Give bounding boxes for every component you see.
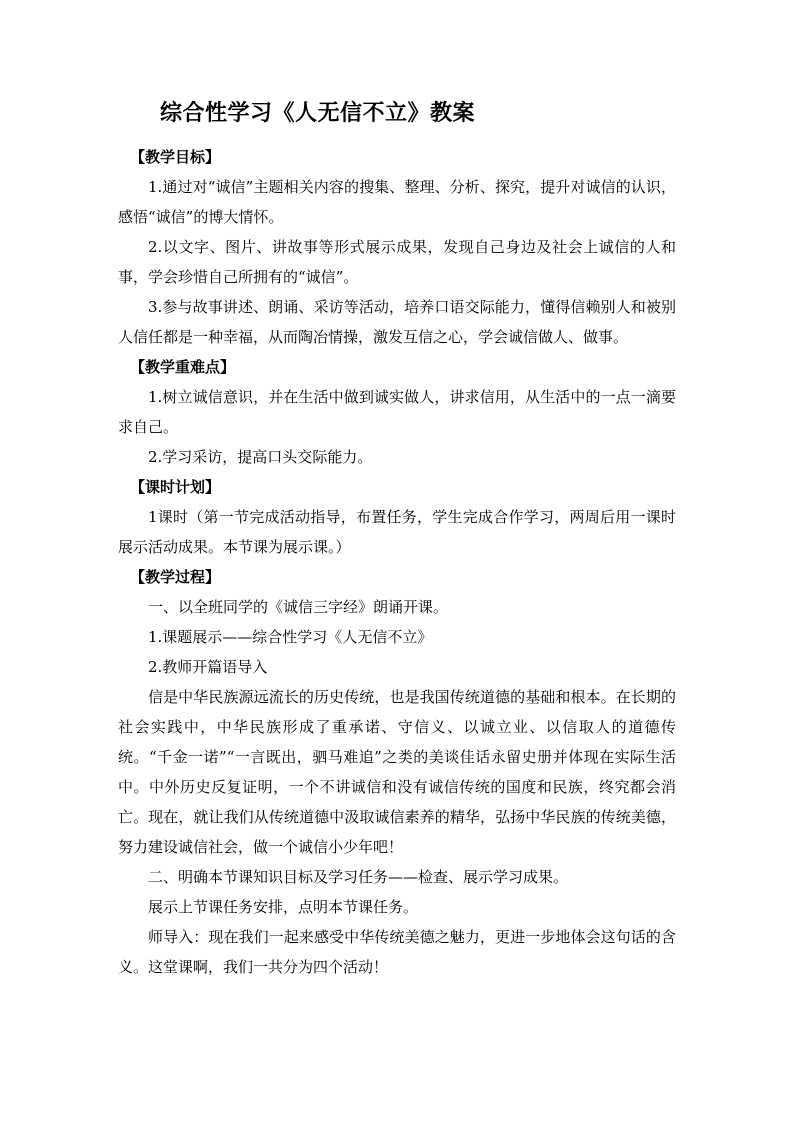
paragraph: 1.课题展示——综合性学习《人无信不立》 [148, 628, 433, 646]
paragraph: 1.树立诚信意识，并在生活中做到诚实做人，讲求信用，从生活中的一点一滴要求自己。 [118, 388, 676, 436]
section-class-plan [118, 472, 676, 562]
section-heading: 【教学过程】 [130, 568, 221, 586]
document-title: 综合性学习《人无信不立》教案 [160, 100, 476, 126]
document-body [118, 96, 676, 982]
section-teaching-process [118, 562, 676, 982]
paragraph: 一、以全班同学的《诚信三字经》朗诵开课。 [148, 598, 449, 616]
paragraph: 1.通过对“诚信”主题相关内容的搜集、整理、分析、探究，提升对诚信的认识，感悟“诚信”的博大情怀。 [118, 178, 676, 226]
paragraph: 1课时（第一节完成活动指导，布置任务，学生完成合作学习，两周后用一课时展示活动成果。本节课为展示课。） [118, 508, 676, 556]
paragraph: 2.以文字、图片、讲故事等形式展示成果，发现自己身边及社会上诚信的人和事，学会珍惜自己所拥有的“诚信”。 [118, 238, 676, 286]
section-heading: 【教学目标】 [130, 148, 221, 166]
paragraph: 2.学习采访，提高口头交际能力。 [148, 448, 373, 466]
section-teaching-objectives [118, 142, 676, 352]
paragraph: 3.参与故事讲述、朗诵、采访等活动，培养口语交际能力，懂得信赖别人和被别人信任都是一种幸福，从而陶冶情操，激发互信之心，学会诚信做人、做事。 [118, 298, 676, 346]
paragraph: 展示上节课任务安排，点明本节课任务。 [148, 898, 419, 916]
section-heading: 【课时计划】 [130, 478, 221, 496]
section-heading: 【教学重难点】 [130, 358, 236, 376]
paragraph: 师导入：现在我们一起来感受中华传统美德之魅力，更进一步地体会这句话的含义。这堂课啊，我们一共分为四个活动！ [118, 928, 676, 976]
paragraph: 二、明确本节课知识目标及学习任务——检查、展示学习成果。 [148, 868, 569, 886]
section-key-difficulties [118, 352, 676, 472]
paragraph: 信是中华民族源远流长的历史传统，也是我国传统道德的基础和根本。在长期的社会实践中，中华民族形成了重承诺、守信义、以诚立业、以信取人的道德传统。“千金一诺”“一言既出，驷马难追”之类的美谈佳话永留史册并体现在实际生活中。中外历史反复证明，一个不讲诚信和没有诚信传统的国度和民族，终究都会消亡。现在，就让我们从传统道德中汲取诚信素养的精华，弘扬中华民族的传统美德，努力建设诚信社会，做一个诚信小少年吧！ [118, 688, 676, 856]
paragraph: 2.教师开篇语导入 [148, 658, 268, 676]
